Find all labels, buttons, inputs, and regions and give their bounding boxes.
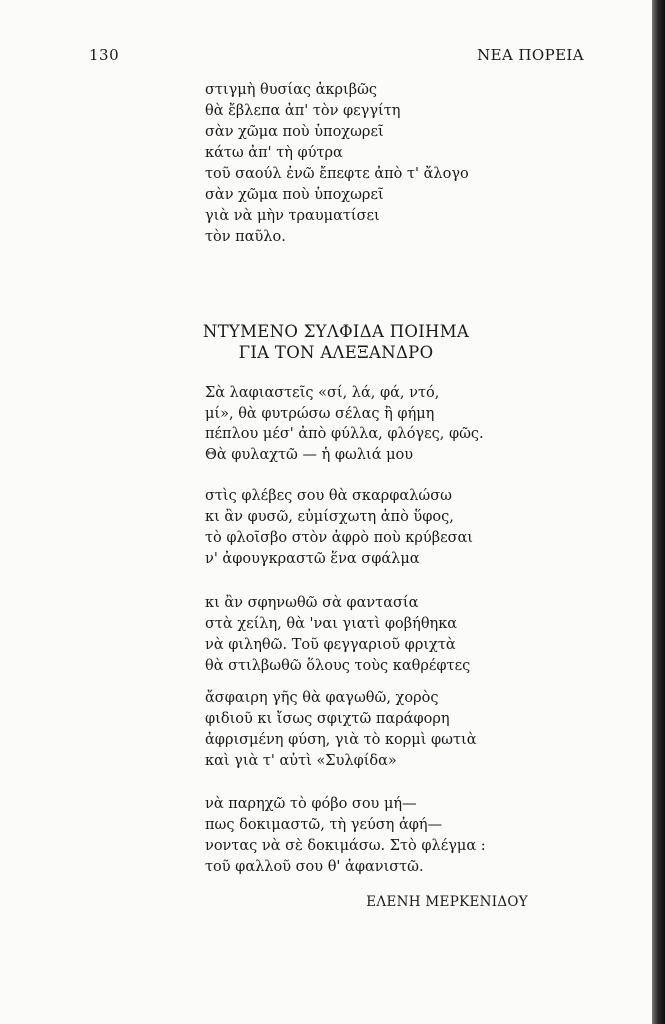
running-head: ΝΕΑ ΠΟΡΕΙΑ [477,46,584,64]
poem-stanza-5 [205,794,486,878]
poem-title-line-2: ΓΙΑ ΤΟΝ ΑΛΕΞΑΝΔΡΟ [238,343,434,362]
verse-line: φιδιοῦ κι ἴσως σφιχτῶ παράφορη [205,711,450,727]
verse-line: σὰν χῶμα ποὺ ὑποχωρεῖ [205,187,384,203]
poem-stanza-4 [205,688,477,772]
verse-line: στὶς φλέβες σου θὰ σκαρφαλώσω [205,488,452,504]
verse-line: καὶ γιὰ τ' αὐτὶ «Συλφίδα» [205,753,397,769]
verse-line: θὰ στιλβωθῶ ὅλους τοὺς καθρέφτες [205,658,471,674]
page-binding-edge [652,0,665,1024]
preceding-poem-ending [205,80,469,248]
verse-line: τὸν παῦλο. [205,229,286,245]
verse-line: νὰ παρηχῶ τὸ φόβο σου μή— [205,796,417,812]
verse-line: θὰ ἔβλεπα ἀπ' τὸν φεγγίτη [205,103,401,119]
poem-author: ΕΛΕΝΗ ΜΕΡΚΕΝΙΔΟΥ [366,894,528,910]
verse-line: Σὰ λαφιαστεῖς «σί, λά, φά, ντό, [205,385,440,401]
verse-line: κι ἂν φυσῶ, εὐμίσχωτη ἀπὸ ὕφος, [205,509,454,525]
page-number: 130 [89,46,120,64]
poem-stanza-3 [205,593,470,677]
verse-line: μί», θὰ φυτρώσω σέλας ἢ φήμη [205,405,435,422]
verse-line: στιγμὴ θυσίας ἀκριβῶς [205,82,378,98]
verse-line: πως δοκιμαστῶ, τὴ γεύση ἀφή— [205,817,443,833]
verse-line: νὰ φιληθῶ. Τοῦ φεγγαριοῦ φριχτὰ [205,637,456,653]
verse-line: τοῦ σαούλ ἐνῶ ἔπεφτε ἀπὸ τ' ἄλογο [205,166,469,182]
verse-line: τὸ φλοῖσβο στὸν ἀφρὸ ποὺ κρύβεσαι [205,530,473,546]
verse-line: ἄσφαιρη γῆς θὰ φαγωθῶ, χορὸς [205,690,439,706]
verse-line: Θὰ φυλαχτῶ — ἡ φωλιά μου [205,446,414,463]
verse-line: πέπλου μέσ' ἀπὸ φύλλα, φλόγες, φῶς. [205,426,484,442]
verse-line: κι ἂν σφηνωθῶ σὰ φαντασία [205,595,419,611]
verse-line: ἀφρισμένη φύση, γιὰ τὸ κορμὶ φωτιὰ [205,732,477,748]
poem-stanza-2 [205,486,473,570]
verse-line: νοντας νὰ σὲ δοκιμάσω. Στὸ φλέγμα : [205,838,486,854]
poem-stanza-1 [205,383,484,465]
verse-line: τοῦ φαλλοῦ σου θ' ἀφανιστῶ. [205,859,424,875]
verse-line: γιὰ νὰ μὴν τραυματίσει [205,208,380,224]
verse-line: κάτω ἀπ' τὴ φύτρα [205,145,343,161]
verse-line: ν' ἀφουγκραστῶ ἕνα σφάλμα [205,551,420,567]
verse-line: σὰν χῶμα ποὺ ὑποχωρεῖ [205,124,384,140]
verse-line: στὰ χείλη, θὰ 'ναι γιατὶ φοβήθηκα [205,616,458,632]
poem-title-line-1: ΝΤΥΜΕΝΟ ΣΥΛΦΙΔΑ ΠΟΙΗΜΑ [202,322,470,341]
